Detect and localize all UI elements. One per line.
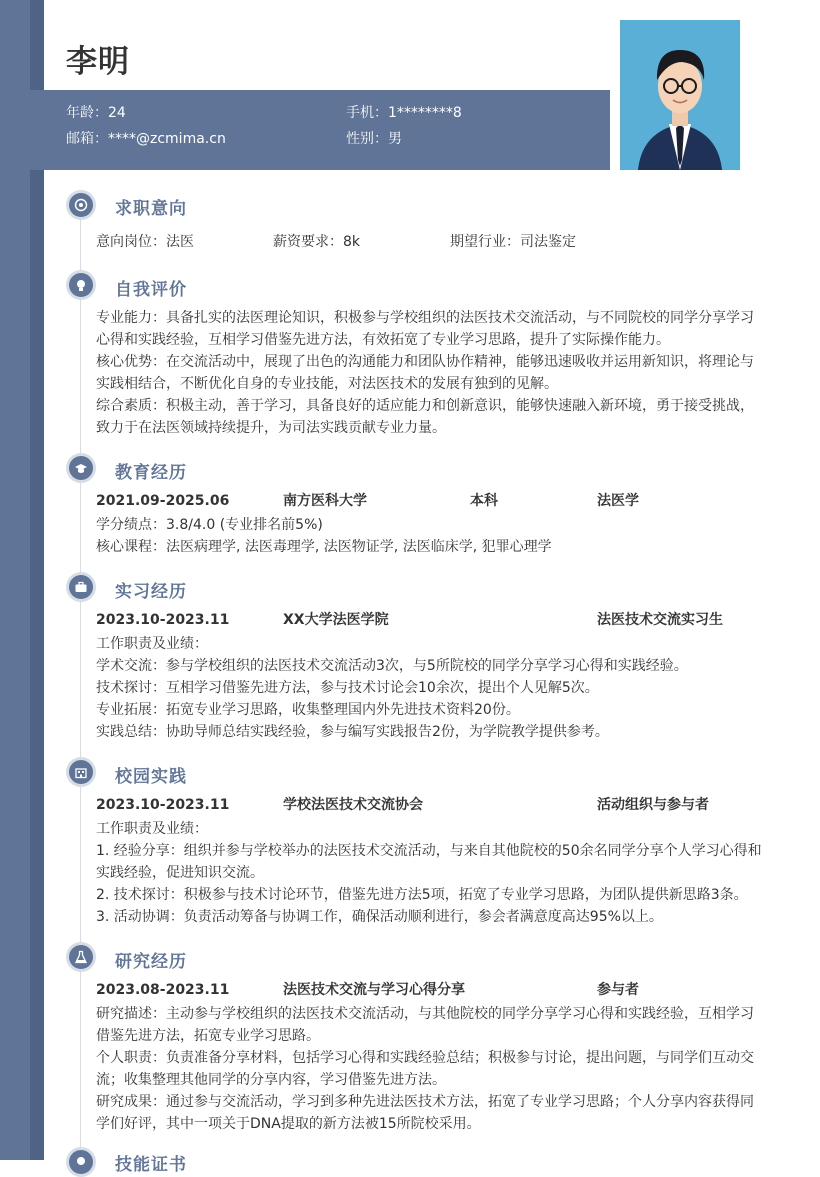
age-field (66, 102, 126, 122)
intent-position: 意向岗位：法医 (96, 234, 194, 250)
edu-gpa: 学分绩点：3.8/4.0 (专业排名前5%) (96, 517, 323, 533)
phone-label: 手机： (346, 105, 388, 121)
campus-period: 2023.10-2023.11 (96, 797, 230, 813)
research-topic: 法医技术交流与学习心得分享 (283, 982, 465, 998)
research-period: 2023.08-2023.11 (96, 982, 230, 998)
edu-period: 2021.09-2025.06 (96, 493, 230, 509)
left-accent-bar (0, 0, 30, 1160)
self-line-4: 实践相结合，不断优化自身的专业技能，对法医技术的发展有独到的见解。 (96, 376, 558, 392)
intern-role: 法医技术交流实习生 (597, 612, 723, 628)
profile-photo (620, 20, 740, 170)
candidate-name: 李明 (66, 44, 130, 80)
gender-field (346, 128, 402, 148)
gender-label: 性别： (346, 131, 388, 147)
target-icon (66, 190, 96, 220)
research-role: 参与者 (597, 982, 639, 998)
edu-degree: 本科 (470, 493, 498, 509)
research-line-2: 借鉴先进方法，拓宽专业学习思路。 (96, 1028, 320, 1044)
edu-school: 南方医科大学 (283, 493, 367, 509)
lightbulb-icon (66, 270, 96, 300)
section-title-intent: 求职意向 (115, 199, 187, 219)
age-value: 24 (108, 105, 126, 121)
campus-line-4: 3. 活动协调：负责活动筹备与协调工作，确保活动顺利进行，参会者满意度高达95%以上。 (96, 909, 663, 925)
campus-line-3: 2. 技术探讨：积极参与技术讨论环节，借鉴先进方法5项，拓宽了专业学习思路，为团队提供新思路3条。 (96, 887, 748, 903)
research-line-5: 研究成果：通过参与交流活动，学习到多种先进法医技术方法，拓宽了专业学习思路；个人分享内容获得同 (96, 1094, 754, 1110)
self-line-5: 综合素质：积极主动，善于学习，具备良好的适应能力和创新意识，能够快速融入新环境，勇于接受挑战， (96, 398, 754, 414)
self-line-1: 专业能力：具备扎实的法医理论知识，积极参与学校组织的法医技术交流活动，与不同院校的同学分享学习 (96, 310, 754, 326)
certificate-icon (66, 1147, 96, 1177)
email-value: ****@zcmima.cn (108, 131, 226, 147)
campus-line-2: 实践经验，促进知识交流。 (96, 865, 264, 881)
building-icon (66, 757, 96, 787)
edu-courses: 核心课程：法医病理学, 法医毒理学, 法医物证学, 法医临床学, 犯罪心理学 (96, 539, 552, 555)
graduation-cap-icon (66, 453, 96, 483)
intern-line-3: 专业拓展：拓宽专业学习思路，收集整理国内外先进技术资料20份。 (96, 702, 520, 718)
research-line-6: 学们好评，其中一项关于DNA提取的新方法被15所院校采用。 (96, 1116, 481, 1132)
phone-value: 1********8 (388, 105, 462, 121)
intern-duty-heading: 工作职责及业绩： (96, 636, 208, 652)
section-title-internship: 实习经历 (115, 582, 187, 602)
campus-role: 活动组织与参与者 (597, 797, 709, 813)
age-label: 年龄： (66, 105, 108, 121)
intent-industry: 期望行业：司法鉴定 (450, 234, 576, 250)
gender-value: 男 (388, 131, 402, 147)
intern-period: 2023.10-2023.11 (96, 612, 230, 628)
basic-info-band (30, 90, 610, 170)
self-line-3: 核心优势：在交流活动中，展现了出色的沟通能力和团队协作精神，能够迅速吸收并运用新知识，将理论与 (96, 354, 754, 370)
timeline-line (80, 195, 81, 1175)
campus-duty-heading: 工作职责及业绩： (96, 821, 208, 837)
research-line-1: 研究描述：主动参与学校组织的法医技术交流活动，与其他院校的同学分享学习心得和实践经验，互相学习 (96, 1006, 754, 1022)
intern-line-2: 技术探讨：互相学习借鉴先进方法，参与技术讨论会10余次，提出个人见解5次。 (96, 680, 599, 696)
section-title-research: 研究经历 (115, 952, 187, 972)
campus-line-1: 1. 经验分享：组织并参与学校举办的法医技术交流活动，与来自其他院校的50余名同学分享个人学习心得和 (96, 843, 762, 859)
research-line-3: 个人职责：负责准备分享材料，包括学习心得和实践经验总结；积极参与讨论，提出问题，与同学们互动交 (96, 1050, 754, 1066)
research-line-4: 流；收集整理其他同学的分享内容，学习借鉴先进方法。 (96, 1072, 446, 1088)
edu-major: 法医学 (597, 493, 639, 509)
email-field (66, 128, 226, 148)
intern-org: XX大学法医学院 (283, 612, 389, 628)
section-title-skills: 技能证书 (115, 1155, 187, 1175)
phone-field (346, 102, 462, 122)
section-title-education: 教育经历 (115, 463, 187, 483)
intern-line-1: 学术交流：参与学校组织的法医技术交流活动3次，与5所院校的同学分享学习心得和实践经验。 (96, 658, 688, 674)
section-title-self: 自我评价 (115, 280, 187, 300)
intent-salary: 薪资要求：8k (273, 234, 361, 250)
email-label: 邮箱： (66, 131, 108, 147)
campus-org: 学校法医技术交流协会 (283, 797, 423, 813)
intern-line-4: 实践总结：协助导师总结实践经验，参与编写实践报告2份，为学院教学提供参考。 (96, 724, 609, 740)
flask-icon (66, 942, 96, 972)
left-accent-bar-inner (30, 0, 44, 1160)
section-title-campus: 校园实践 (115, 767, 187, 787)
briefcase-icon (66, 572, 96, 602)
self-line-2: 心得和实践经验，互相学习借鉴先进方法，有效拓宽了专业学习思路，提升了实际操作能力。 (96, 332, 670, 348)
portrait-illustration (620, 20, 740, 170)
self-line-6: 致力于在法医领域持续提升，为司法实践贡献专业力量。 (96, 420, 446, 436)
